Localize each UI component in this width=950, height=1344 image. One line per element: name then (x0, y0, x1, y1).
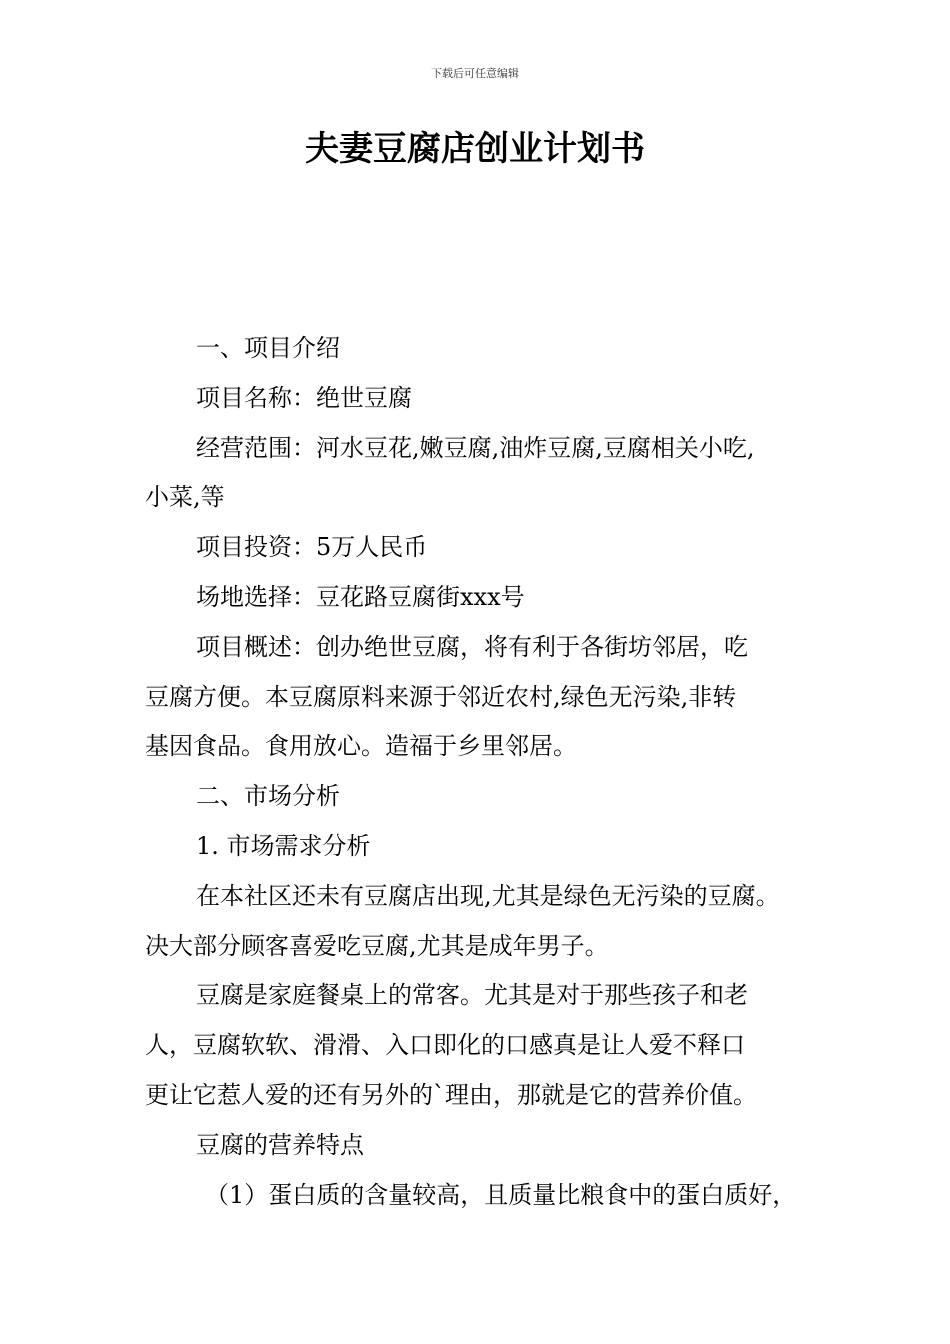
paragraph-tofu-description-continued: 更让它惹人爱的还有另外的`理由，那就是它的营养价值。 (145, 1080, 757, 1109)
heading-nutrition-features: 豆腐的营养特点 (196, 1130, 364, 1159)
document-body (145, 324, 815, 1220)
paragraph-project-name: 项目名称：绝世豆腐 (196, 383, 412, 412)
paragraph-location: 场地选择：豆花路豆腐街xxx号 (196, 582, 525, 611)
list-item-protein: （1）蛋白质的含量较高，且质量比粮食中的蛋白质好， (205, 1180, 797, 1209)
subsection-heading-market-demand: 1. 市场需求分析 (196, 831, 371, 860)
paragraph-investment: 项目投资：5万人民币 (196, 533, 428, 562)
header-note: 下载后可任意编辑 (431, 67, 519, 80)
paragraph-business-scope-continued: 小菜,等 (145, 483, 225, 512)
paragraph-business-scope: 经营范围：河水豆花,嫩豆腐,油炸豆腐,豆腐相关小吃, (196, 433, 755, 462)
paragraph-market-demand: 在本社区还未有豆腐店出现,尤其是绿色无污染的豆腐。 (196, 881, 780, 910)
paragraph-overview-continued: 豆腐方便。本豆腐原料来源于邻近农村,绿色无污染,非转 (145, 682, 737, 711)
document-title: 夫妻豆腐店创业计划书 (305, 129, 645, 169)
paragraph-tofu-description: 豆腐是家庭餐桌上的常客。尤其是对于那些孩子和老 (196, 981, 748, 1010)
paragraph-overview-continued: 基因食品。食用放心。造福于乡里邻居。 (145, 732, 577, 761)
paragraph-market-demand-continued: 决大部分顾客喜爱吃豆腐,尤其是成年男子。 (145, 931, 609, 960)
paragraph-tofu-description-continued: 人，豆腐软软、滑滑、入口即化的口感真是让人爱不释口 (145, 1031, 745, 1060)
section-heading-market-analysis: 二、市场分析 (196, 782, 340, 811)
paragraph-overview: 项目概述：创办绝世豆腐，将有利于各街坊邻居，吃 (196, 632, 748, 661)
section-heading-project-intro: 一、项目介绍 (196, 334, 340, 362)
